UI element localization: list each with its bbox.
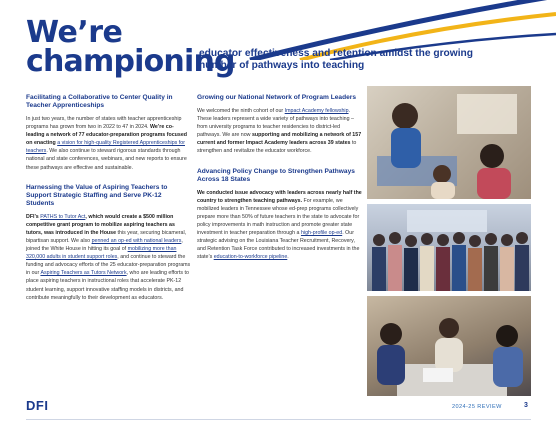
link-mobilizing-adults[interactable]: mobilizing more than 320,000 adults in student support roles xyxy=(26,246,177,261)
text-run: , and continue to steward the funding and advocacy efforts of the 25 educator-preparation programs in our xyxy=(26,254,191,277)
headline-line-1: We’re xyxy=(26,15,123,50)
text-run: to strengthen and revitalize the educator workforce. xyxy=(197,140,357,155)
footer-divider xyxy=(26,419,531,420)
section-title-policy: Advancing Policy Change to Strengthen Pathways Across 18 States xyxy=(197,167,355,183)
bold-run: , which would create a $500 million competitive grant program to mobilize aspiring teachers as tutors, was introduced in the House xyxy=(26,213,175,236)
section-body-apprenticeships xyxy=(26,115,191,172)
text-run: For example, we mobilized leaders in Tennessee whose ed-prep programs collectively prepare more than 50% of future teachers in the state to advocate for policy improvements in math instruction and promote greater state investment in teacher preparation through a xyxy=(197,197,360,237)
text-run: . We also continue to steward rigorous standards through national and state conferences, webinars, and new reports to ensure these pathways are effective and sustainable. xyxy=(26,148,187,171)
footer-review-label: 2024-25 REVIEW xyxy=(452,404,502,410)
page-number: 3 xyxy=(524,402,528,409)
bold-run: supporting and mobilizing a network of 157 current and former Impact Academy leaders across 39 states xyxy=(197,132,362,147)
text-run: this year, securing bicameral, bipartisan support. We also xyxy=(26,229,187,244)
text-run: In just two years, the number of states with teacher apprenticeship programs has grown from two in 2022 to 47 in 2024. xyxy=(26,116,182,131)
text-run: We welcomed the ninth cohort of our xyxy=(197,108,285,114)
section-title-network: Growing our National Network of Program Leaders xyxy=(197,94,357,101)
text-run: . Our strategic advising on the Louisiana Teacher Recruitment, Recovery, and Retention Task Force contributed to increased investments in the state’s xyxy=(197,230,360,261)
link-high-profile-op-ed[interactable]: high-profile op-ed xyxy=(300,230,343,237)
photo-column xyxy=(367,86,531,401)
text-run: , joined the White House in hitting its goal of xyxy=(26,237,183,253)
dfi-logo: DFI xyxy=(26,398,49,413)
section-body-aspiring-teachers xyxy=(26,213,191,302)
photo-meeting xyxy=(367,296,531,396)
middle-column xyxy=(197,94,362,261)
photo-group xyxy=(367,204,531,291)
section-body-network xyxy=(197,107,362,156)
section-title-aspiring-teachers: Harnessing the Value of Aspiring Teachers to Support Strategic Staffing and Serve PK-12 Students xyxy=(26,183,168,207)
left-column xyxy=(26,94,191,302)
link-paths-to-tutor-act[interactable]: PATHS to Tutor Act xyxy=(40,213,86,220)
section-title-apprenticeships: Facilitating a Collaborative to Center Quality in Teacher Apprenticeships xyxy=(26,94,173,109)
bold-run: We’re co-leading a network of 77 educator-preparation programs focused on enacting xyxy=(26,124,187,147)
text-run: . xyxy=(287,254,289,261)
headline-line-2: championing xyxy=(26,44,235,79)
link-apprenticeship-vision[interactable]: a vision for high-quality Registered Apprenticeships for teachers xyxy=(26,140,185,155)
link-workforce-pipeline[interactable]: education-to-workforce pipeline xyxy=(213,254,288,261)
page-subhead: educator effectiveness and retention amidst the growing number of pathways into teaching xyxy=(199,48,473,71)
section-body-policy xyxy=(197,189,362,262)
bold-run: We conducted issue advocacy with leaders across nearly half the country to strengthen teaching pathways. xyxy=(197,189,362,204)
bold-run: DFI’s xyxy=(26,213,41,220)
link-tutors-network[interactable]: Aspiring Teachers as Tutors Network xyxy=(40,270,127,277)
link-impact-academy[interactable]: Impact Academy fellowship xyxy=(284,108,349,114)
photo-classroom xyxy=(367,86,531,199)
link-op-ed[interactable]: penned an op-ed with national leaders xyxy=(91,237,182,244)
text-run: , who are leading efforts to place aspiring teachers in instructional roles that accelerate PK-12 student learning, support innovative staffing models in districts, and contribute meaningfully to their development as educators. xyxy=(26,270,189,301)
text-run: . These leaders represent a wide variety of pathways into teaching – from university programs to teacher residencies to district-led pathways. We are now xyxy=(197,108,354,139)
